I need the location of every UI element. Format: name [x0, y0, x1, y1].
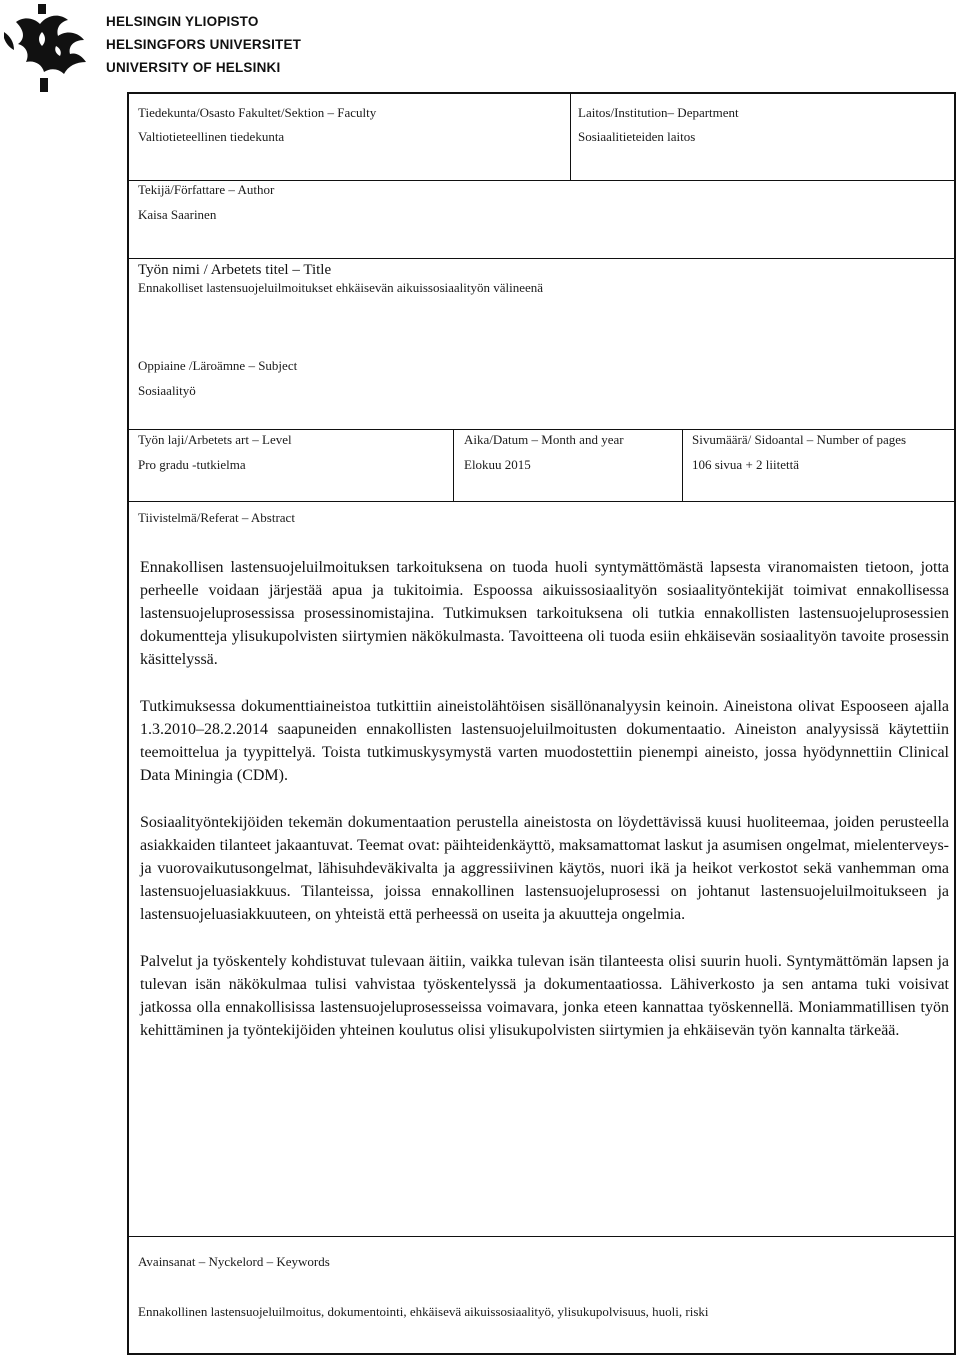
column-divider [682, 429, 683, 501]
subject-label: Oppiaine /Läroämne – Subject [138, 358, 298, 373]
abstract-body [140, 556, 949, 1066]
keywords-label: Avainsanat – Nyckelord – Keywords [138, 1254, 330, 1269]
row-divider [129, 501, 954, 502]
author-label: Tekijä/Författare – Author [138, 182, 275, 197]
column-divider [453, 429, 454, 501]
column-divider [570, 94, 571, 180]
date-label: Aika/Datum – Month and year [464, 432, 624, 447]
abstract-paragraph: Palvelut ja työskentely kohdistuvat tulevaan äitiin, vaikka tulevan isän tilanteesta olisi suurin huoli. Syntymättömän lapsen ja tulevan isän näkökulmaa tulisi vahvistaa työskentelyssä ja dokumentaatiossa. Lähiverkosto ja sen antama tuki voisivat jatkossa olla ennakollisissa lastensuojeluprosesseissa voimavara, jonka eteen kannattaa työskennellä. Moniammatillisen työn kehittäminen ja työntekijöiden yhteinen koulutus olisi ylisukupolvisten siirtymien ja ehkäisevän työn kannalta tärkeää. [140, 953, 949, 1039]
university-logo [0, 0, 300, 95]
logo-line-swedish: HELSINGFORS UNIVERSITET [106, 37, 302, 52]
keywords-value: Ennakollinen lastensuojeluilmoitus, dokumentointi, ehkäisevä aikuissosiaalityö, ylisukupolvisuus, huoli, riski [138, 1304, 709, 1319]
flame-logo-icon [2, 2, 90, 94]
row-divider [129, 429, 954, 430]
level-value: Pro gradu -tutkielma [138, 457, 246, 472]
row-divider [129, 1236, 954, 1237]
date-value: Elokuu 2015 [464, 457, 531, 472]
abstract-paragraph: Sosiaalityöntekijöiden tekemän dokumentaation perustella aineistosta on löydettävissä kuusi huoliteemaa, joiden perusteella asiakkaiden tilanteet jakaantuvat. Teemat ovat: päihteidenkäyttö, maksamattomat laskut ja asumisen ongelmat, mielenterveys- ja vuorovaikutusongelmat, lähisuhdeväkivalta ja aggressiivinen käytös, nuori ikä ja heikot verkostot sekä vanhemman oma lastensuojeluasiakkuus. Tilanteissa, joissa ennakollinen lastensuojeluprosessi on johtanut lastensuojeluilmoitukseen ja lastensuojeluasiakkuuteen, on yhteistä että perheessä on useita ja akuutteja ongelmia. [140, 814, 949, 923]
row-divider [129, 258, 954, 259]
faculty-value: Valtiotieteellinen tiedekunta [138, 129, 285, 144]
abstract-form [127, 92, 956, 1355]
faculty-label: Tiedekunta/Osasto Fakultet/Sektion – Faculty [138, 105, 377, 120]
logo-line-english: UNIVERSITY OF HELSINKI [106, 60, 281, 75]
pages-value: 106 sivua + 2 liitettä [692, 457, 799, 472]
department-label: Laitos/Institution– Department [578, 105, 739, 120]
title-label: Työn nimi / Arbetets titel – Title [138, 262, 332, 278]
row-divider [129, 180, 954, 181]
abstract-paragraph: Ennakollisen lastensuojeluilmoituksen tarkoituksena on tuoda huoli syntymättömästä lapsesta viranomaisten tietoon, jotta perheelle voidaan järjestää apua ja tukitoimia. Espoossa aikuissosiaalityön sosiaalityöntekijät toimivat ennakollisessa lastensuojeluprosessissa prosessinomistajina. Tutkimuksen tarkoituksena oli tutkia ennakollisten lastensuojeluprosessien dokumentteja ylisukupolvisten siirtymien näkökulmasta. Tavoitteena oli tuoda esiin ehkäisevän sosiaalityön tavoite prosessin käsittelyssä. [140, 559, 949, 668]
title-value: Ennakolliset lastensuojeluilmoitukset ehkäisevän aikuissosiaalityön välineenä [138, 280, 544, 295]
author-value: Kaisa Saarinen [138, 207, 217, 222]
logo-line-finnish: HELSINGIN YLIOPISTO [106, 14, 259, 29]
pages-label: Sivumäärä/ Sidoantal – Number of pages [692, 432, 907, 447]
subject-value: Sosiaalityö [138, 383, 196, 398]
logo-wordmark [106, 10, 301, 79]
abstract-label: Tiivistelmä/Referat – Abstract [138, 510, 295, 525]
abstract-paragraph: Tutkimuksessa dokumenttiaineistoa tutkittiin aineistolähtöisen sisällönanalyysin keinoin. Aineistona olivat Espooseen ajalla 1.3.2010–28.2.2014 saapuneiden ennakollisten lastensuojeluilmoitusten dokumentaatio. Aineiston analyysissä käytettiin teemoittelua ja tyypittelyä. Toista tutkimuskysymystä varten muodostettiin pienempi aineisto, jossa hyödynnettiin Clinical Data Miningia (CDM). [140, 698, 949, 784]
department-value: Sosiaalitieteiden laitos [578, 129, 696, 144]
level-label: Työn laji/Arbetets art – Level [138, 432, 292, 447]
